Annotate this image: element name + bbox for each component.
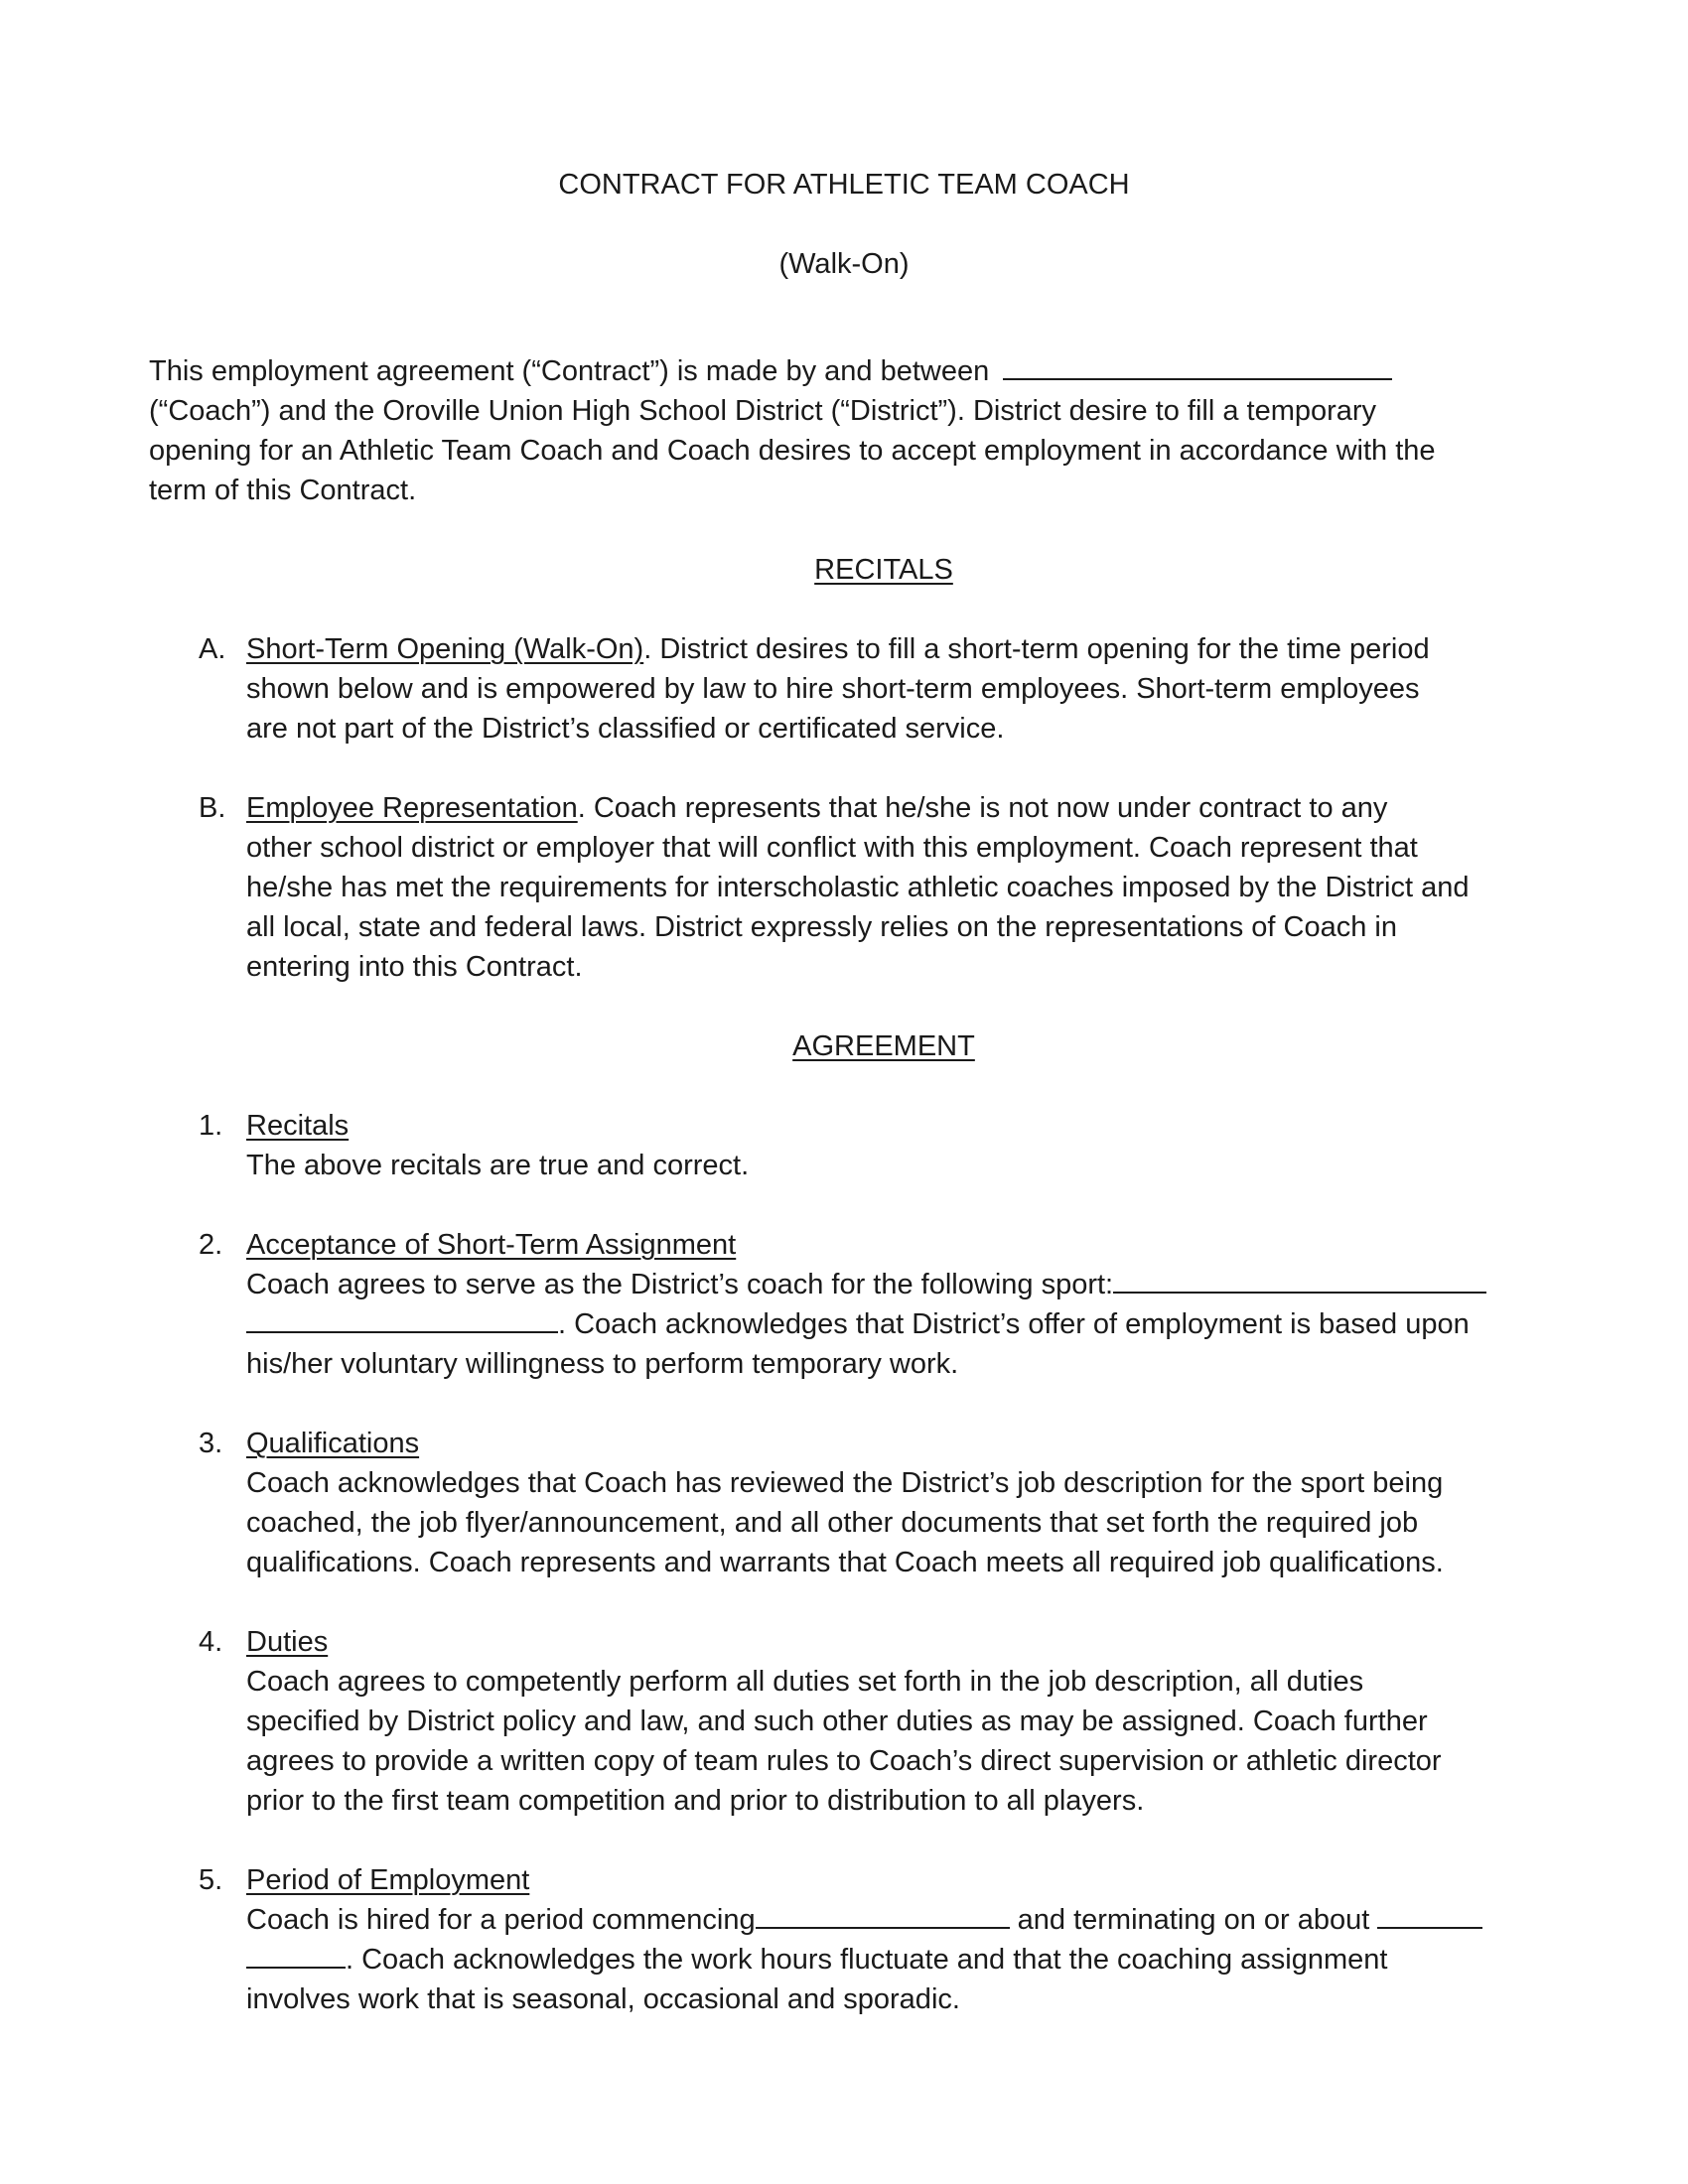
section-1-marker: 1. <box>199 1110 223 1142</box>
section-1-line-1: The above recitals are true and correct. <box>246 1150 750 1181</box>
end-date-field[interactable] <box>1377 1901 1482 1929</box>
intro-line-3: opening for an Athletic Team Coach and Coach desires to accept employment in accordance with the <box>149 435 1436 467</box>
recital-a-line-3: are not part of the District’s classified or certificated service. <box>246 713 1005 745</box>
intro-text-1: This employment agreement (“Contract”) is made by and between <box>149 355 990 387</box>
start-date-field[interactable] <box>756 1901 1010 1929</box>
recital-a-line-1 <box>246 629 1430 669</box>
document-subtitle: (Walk-On) <box>778 248 910 280</box>
section-5-text-1a: Coach is hired for a period commencing <box>246 1904 756 1936</box>
section-5-title: Period of Employment <box>246 1864 530 1896</box>
section-5-line-3: involves work that is seasonal, occasional and sporadic. <box>246 1983 960 2015</box>
section-5-text-2: . Coach acknowledges the work hours fluctuate and that the coaching assignment <box>346 1944 1388 1976</box>
section-1-title: Recitals <box>246 1110 350 1142</box>
section-3-marker: 3. <box>199 1428 223 1459</box>
recital-b-title: Employee Representation <box>246 792 578 824</box>
section-2-line-1 <box>246 1265 1486 1304</box>
section-4-line-4: prior to the first team competition and prior to distribution to all players. <box>246 1785 1145 1817</box>
section-4-title: Duties <box>246 1626 329 1658</box>
section-3-line-1: Coach acknowledges that Coach has reviewed the District’s job description for the sport being <box>246 1467 1444 1499</box>
document-title: CONTRACT FOR ATHLETIC TEAM COACH <box>558 169 1130 201</box>
recital-b-line-4: all local, state and federal laws. District expressly relies on the representations of Coach in <box>246 911 1397 943</box>
section-5-line-2 <box>246 1940 1387 1979</box>
section-5-line-1 <box>246 1900 1482 1940</box>
section-2-title: Acceptance of Short-Term Assignment <box>246 1229 737 1261</box>
agreement-heading: AGREEMENT <box>792 1030 975 1062</box>
intro-line-4: term of this Contract. <box>149 475 417 506</box>
recital-a-text-1: . District desires to fill a short-term opening for the time period <box>643 633 1430 665</box>
section-3-line-3: qualifications. Coach represents and warrants that Coach meets all required job qualifications. <box>246 1547 1444 1578</box>
recital-a-title: Short-Term Opening (Walk-On) <box>246 633 644 665</box>
sport-field[interactable] <box>1113 1266 1486 1294</box>
recital-b-marker: B. <box>199 792 226 824</box>
section-5-marker: 5. <box>199 1864 223 1896</box>
section-4-line-1: Coach agrees to competently perform all duties set forth in the job description, all duties <box>246 1666 1364 1698</box>
recital-b-text-1: . Coach represents that he/she is not now under contract to any <box>577 792 1388 824</box>
section-2-marker: 2. <box>199 1229 223 1261</box>
section-2-text-1: Coach agrees to serve as the District’s coach for the following sport: <box>246 1269 1114 1300</box>
section-2-line-3: his/her voluntary willingness to perform temporary work. <box>246 1348 959 1380</box>
intro-line-2: (“Coach”) and the Oroville Union High School District (“District”). District desire to fill a temporary <box>149 395 1377 427</box>
section-4-line-3: agrees to provide a written copy of team rules to Coach’s direct supervision or athletic director <box>246 1745 1442 1777</box>
section-3-line-2: coached, the job flyer/announcement, and all other documents that set forth the required job <box>246 1507 1419 1539</box>
recital-a-marker: A. <box>199 633 226 665</box>
section-4-line-2: specified by District policy and law, and such other duties as may be assigned. Coach further <box>246 1706 1428 1737</box>
sport-field-continued[interactable] <box>246 1305 558 1333</box>
recital-a-line-2: shown below and is empowered by law to hire short-term employees. Short-term employees <box>246 673 1420 705</box>
section-3-title: Qualifications <box>246 1428 420 1459</box>
recital-b-line-5: entering into this Contract. <box>246 951 583 983</box>
coach-name-field[interactable] <box>1003 352 1392 380</box>
end-date-field-continued[interactable] <box>246 1941 346 1969</box>
recital-b-line-2: other school district or employer that will conflict with this employment. Coach represent that <box>246 832 1418 864</box>
section-5-text-1b: and terminating on or about <box>1009 1904 1378 1936</box>
intro-line-1 <box>149 351 1392 391</box>
recitals-heading: RECITALS <box>814 554 953 586</box>
recital-b-line-3: he/she has met the requirements for interscholastic athletic coaches imposed by the District and <box>246 872 1470 903</box>
section-2-text-2: . Coach acknowledges that District’s offer of employment is based upon <box>558 1308 1470 1340</box>
section-4-marker: 4. <box>199 1626 223 1658</box>
section-2-line-2 <box>246 1304 1470 1344</box>
recital-b-line-1 <box>246 788 1387 828</box>
